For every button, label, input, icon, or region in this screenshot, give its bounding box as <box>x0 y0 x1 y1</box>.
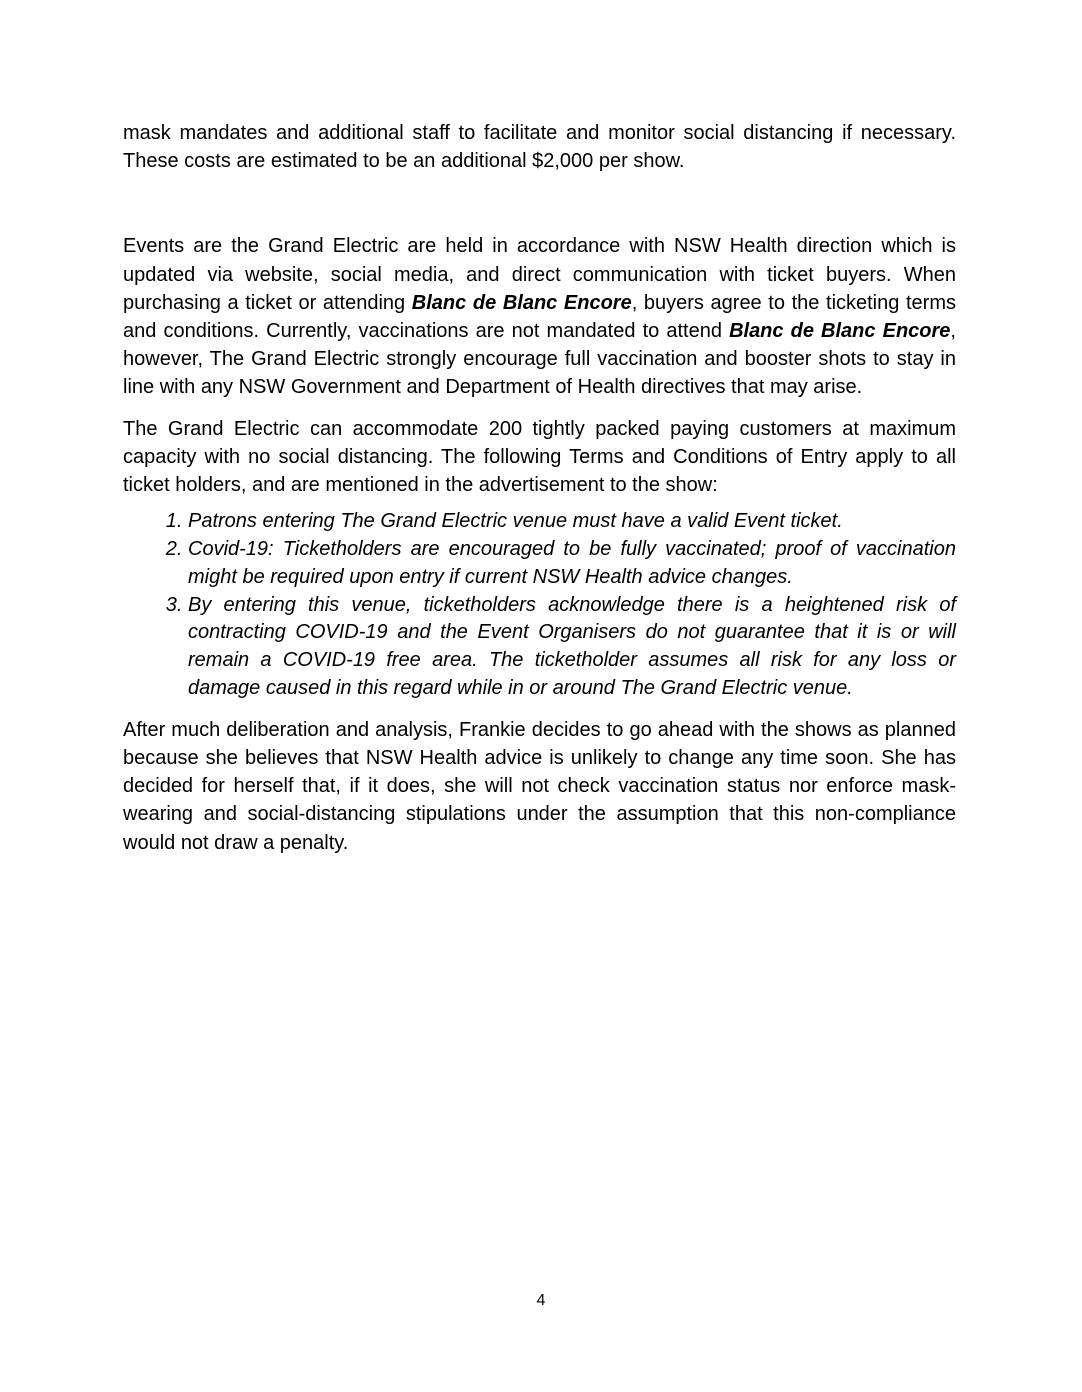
terms-list-item: 2. Covid-19: Ticketholders are encouraged to be fully vaccinated; proof of vaccination might be required upon entry if current NSW Health advice changes. <box>188 536 956 592</box>
terms-list-item: 1. Patrons entering The Grand Electric venue must have a valid Event ticket. <box>188 508 956 536</box>
paragraph-text: , buyers agree to the ticketing terms and conditions. Currently, vaccinations are not mandated to attend <box>123 291 956 343</box>
document-body <box>123 119 956 857</box>
paragraph-text: , however, The Grand Electric strongly encourage full vaccination and booster shots to stay in line with any NSW Government and Department of Health directives that may arise. <box>123 320 956 399</box>
page-number: 4 <box>536 1292 546 1309</box>
event-name: Blanc de Blanc Encore <box>729 320 951 343</box>
event-name: Blanc de Blanc Encore <box>411 291 632 314</box>
paragraph-text: Events are the Grand Electric are held in accordance with NSW Health direction which is updated via website, social media, and direct communication with ticket buyers. When purchasing a ticket or attending <box>123 235 956 314</box>
paragraph-costs: mask mandates and additional staff to facilitate and monitor social distancing if necessary. These costs are estimated to be an additional $2,000 per show. <box>123 122 956 173</box>
paragraph-health-direction <box>123 232 956 401</box>
paragraph-decision: After much deliberation and analysis, Frankie decides to go ahead with the shows as planned because she believes that NSW Health advice is unlikely to change any time soon. She has decided for herself that, if it does, she will not check vaccination status nor enforce mask-wearing and social-distancing stipulations under the assumption that this non-compliance would not draw a penalty. <box>123 718 956 854</box>
paragraph-capacity: The Grand Electric can accommodate 200 tightly packed paying customers at maximum capacity with no social distancing. The following Terms and Conditions of Entry apply to all ticket holders, and are mentioned in the advertisement to the show: <box>123 417 956 497</box>
terms-list <box>123 508 956 703</box>
terms-list-item: 3. By entering this venue, ticketholders acknowledge there is a heightened risk of contracting COVID-19 and the Event Organisers do not guarantee that it is or will remain a COVID-19 free area. The ticketholder assumes all risk for any loss or damage caused in this regard while in or around The Grand Electric venue. <box>188 592 956 703</box>
